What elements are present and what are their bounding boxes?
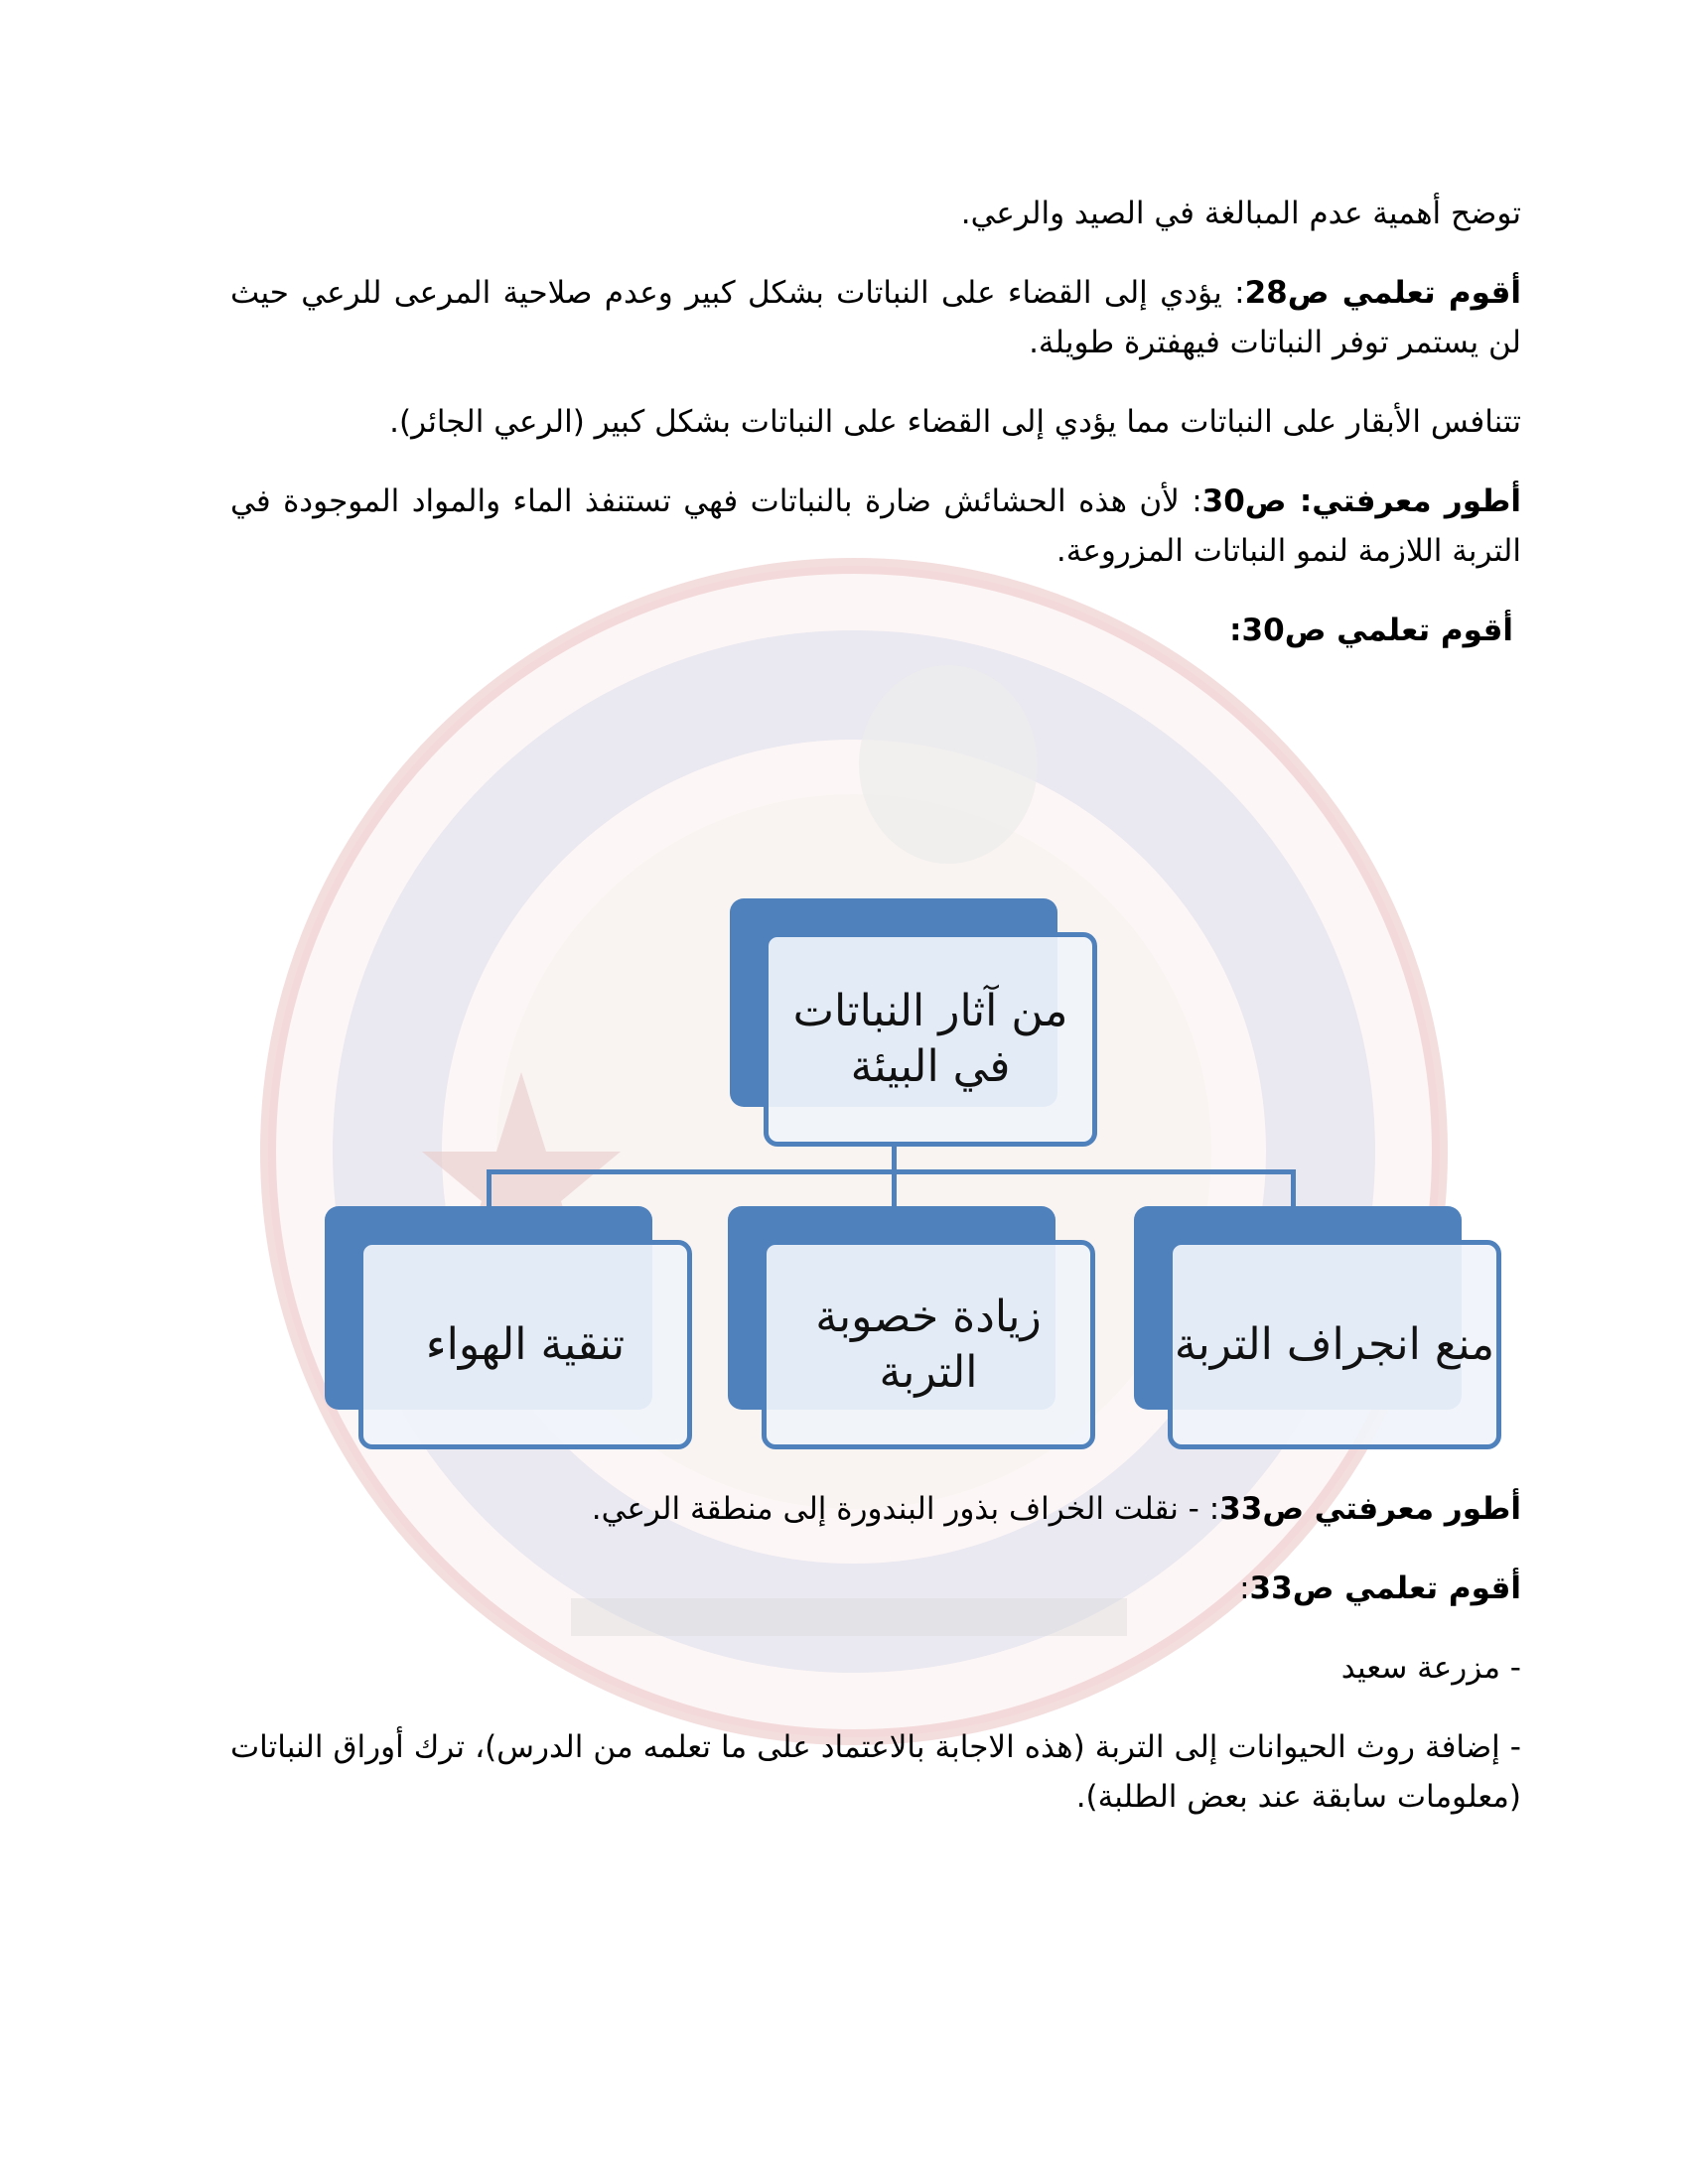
paragraph-9: - إضافة روث الحيوانات إلى التربة (هذه الاجابة بالاعتماد على ما تعلمه من الدرس)، ترك أوراق النباتات (معلومات سابقة عند بعض الطلبة). bbox=[230, 1729, 1521, 1815]
paragraph-3: تتنافس الأبقار على النباتات مما يؤدي إلى القضاء على النباتات بشكل كبير (الرعي الجائر). bbox=[389, 404, 1521, 440]
paragraph-4 bbox=[230, 477, 1521, 576]
node-label: من آثار النباتات في البيئة bbox=[764, 932, 1097, 1147]
paragraph-5-label: أقوم تعلمي ص30: bbox=[1229, 613, 1513, 648]
paragraph-text: : bbox=[1239, 1570, 1250, 1606]
section-label: أطور معرفتي ص33 bbox=[1219, 1491, 1521, 1527]
paragraph-text: : يؤدي إلى القضاء على النباتات بشكل كبير وعدم صلاحية المرعى للرعي حيث لن يستمر توفر النباتات فيهفترة طويلة. bbox=[230, 275, 1521, 360]
paragraph-8: - مزرعة سعيد bbox=[1340, 1650, 1521, 1686]
diagram-child-node-middle bbox=[728, 1206, 1095, 1449]
diagram-root-node bbox=[730, 898, 1097, 1147]
section-label: أقوم تعلمي ص33 bbox=[1249, 1570, 1521, 1606]
diagram-child-node-left bbox=[325, 1206, 692, 1449]
diagram-child-node-right bbox=[1134, 1206, 1501, 1449]
node-label: زيادة خصوبة التربة bbox=[762, 1240, 1095, 1449]
paragraph-2 bbox=[230, 268, 1521, 367]
paragraph-6 bbox=[230, 1484, 1521, 1534]
paragraph-7 bbox=[230, 1564, 1521, 1613]
section-label: أطور معرفتي: ص30 bbox=[1201, 483, 1521, 519]
paragraph-1: توضح أهمية عدم المبالغة في الصيد والرعي. bbox=[960, 196, 1521, 231]
paragraph-text: : - نقلت الخراف بذور البندورة إلى منطقة الرعي. bbox=[591, 1491, 1220, 1527]
paragraph-text: : لأن هذه الحشائش ضارة بالنباتات فهي تستنفذ الماء والمواد الموجودة في التربة اللازمة لنمو النباتات المزروعة. bbox=[230, 483, 1521, 569]
section-label: أقوم تعلمي ص28 bbox=[1244, 275, 1521, 311]
node-label: منع انجراف التربة bbox=[1168, 1240, 1501, 1449]
node-label: تنقية الهواء bbox=[358, 1240, 692, 1449]
